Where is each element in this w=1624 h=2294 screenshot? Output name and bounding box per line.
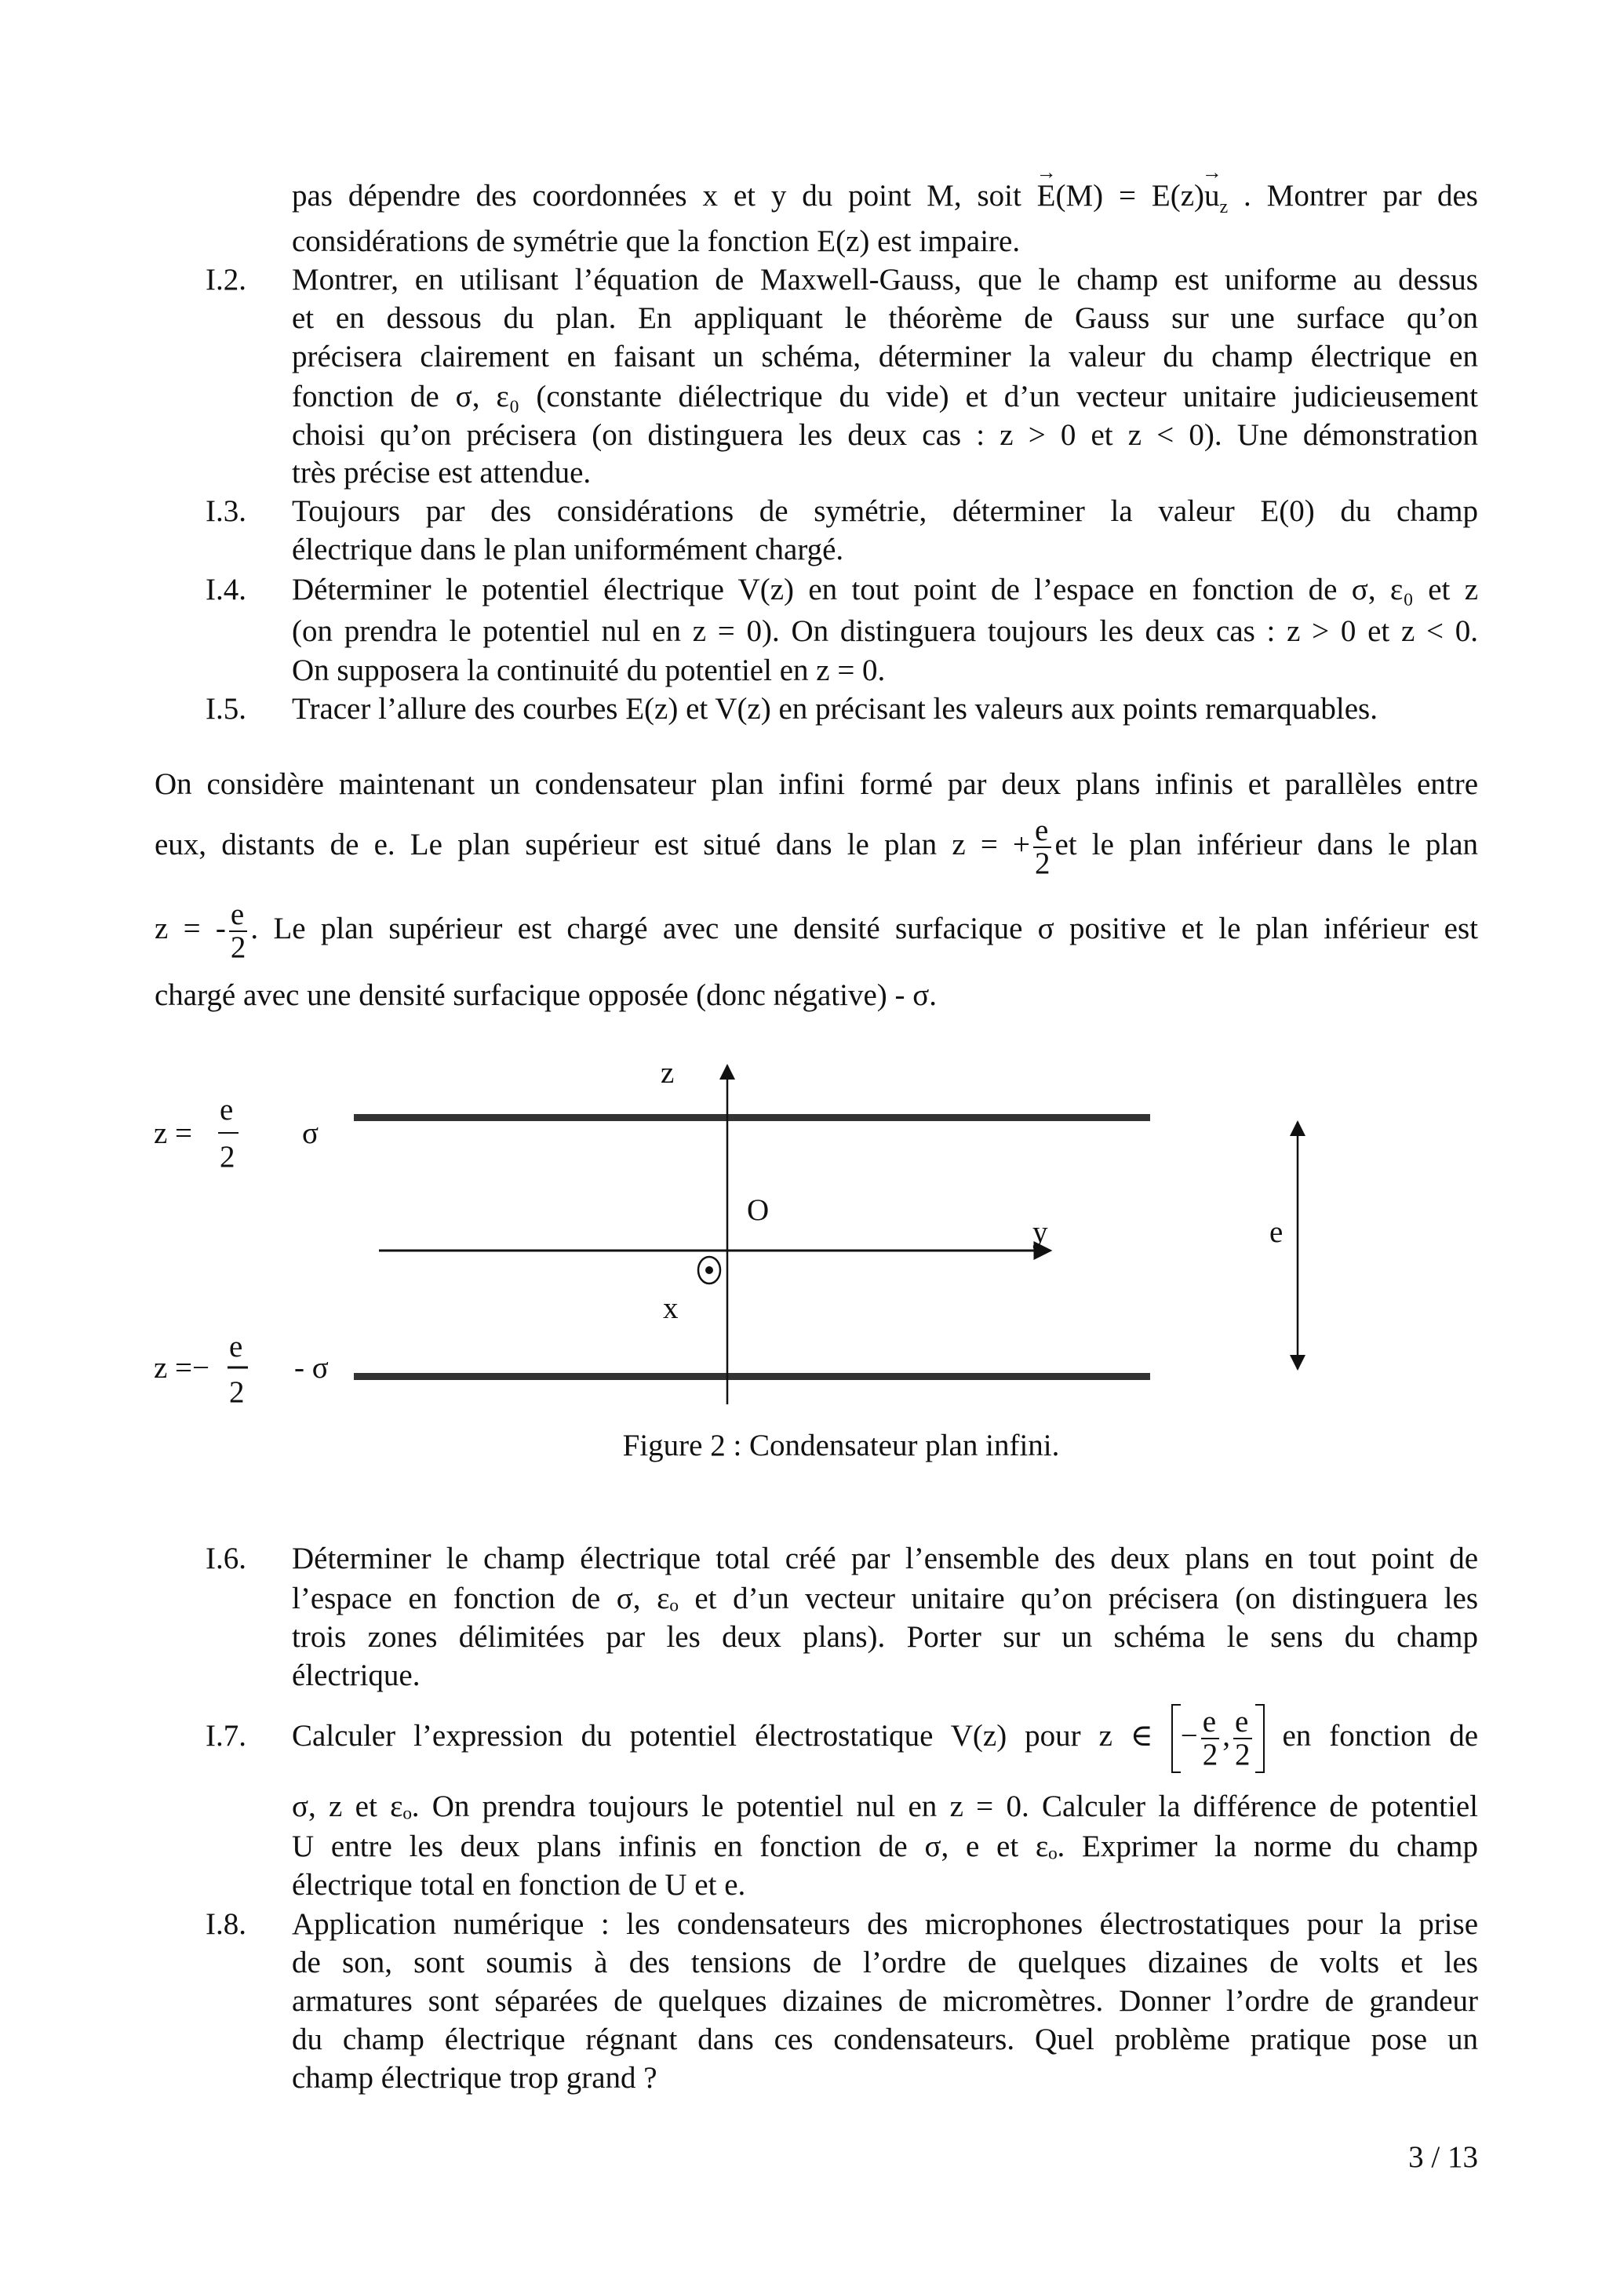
item-line: l’espace en fonction de σ, εₒ et d’un vecteur unitaire qu’on précisera (on distinguera les <box>292 1582 1478 1615</box>
item-line: On supposera la continuité du potentiel en z = 0. <box>292 654 886 687</box>
figure-caption: Figure 2 : Condensateur plan infini. <box>622 1429 1060 1462</box>
item-number: I.4. <box>206 573 246 606</box>
item-line: Toujours par des considérations de symétrie, déterminer la valeur E(0) du champ <box>292 494 1478 528</box>
item-line-with-interval <box>292 1701 1478 1771</box>
top-plate-numerator: e <box>220 1093 234 1127</box>
item-line: électrique dans le plan uniformément chargé. <box>292 533 844 566</box>
item-line: trois zones délimitées par les deux plans). Porter sur un schéma le sens du champ <box>292 1620 1478 1654</box>
item-line: du champ électrique régnant dans ces condensateurs. Quel problème pratique pose un <box>292 2023 1478 2056</box>
bottom-plate-numerator: e <box>229 1330 243 1364</box>
bottom-plate <box>354 1373 1150 1380</box>
item-line: armatures sont séparées de quelques dizaines de micromètres. Donner l’ordre de grandeur <box>292 1984 1478 2018</box>
bottom-plate-z-label: z =− <box>154 1351 210 1385</box>
item-line: électrique. <box>292 1659 421 1692</box>
fraction <box>1033 815 1052 879</box>
bottom-plate-charge: - σ <box>294 1351 329 1385</box>
formula-mid: (M) = E(z) <box>1055 179 1204 213</box>
item-line: Déterminer le potentiel électrique V(z) en tout point de l’espace en fonction de σ, ε₀ et z <box>292 573 1478 606</box>
right-bracket <box>1255 1704 1265 1773</box>
item-line: précisera clairement en faisant un schéma, déterminer la valeur du champ électrique en <box>292 340 1478 373</box>
item-line: Montrer, en utilisant l’équation de Maxwell-Gauss, que le champ est uniforme au dessus <box>292 263 1478 297</box>
item-number: I.7. <box>206 1719 246 1753</box>
x-axis-out-of-plane-icon <box>698 1257 720 1284</box>
top-plate-denominator: 2 <box>220 1140 235 1174</box>
text: Calculer l’expression du potentiel électrostatique V(z) pour <box>292 1719 1099 1753</box>
top-plate <box>354 1114 1150 1121</box>
paragraph-line-2 <box>155 810 1478 880</box>
item-line: U entre les deux plans infinis en fonction de σ, e et εₒ. Exprimer la norme du champ <box>292 1830 1478 1863</box>
formula-text: z ∈ <box>1098 1719 1153 1753</box>
interval-formula <box>1098 1705 1265 1772</box>
top-plate-charge: σ <box>302 1116 319 1150</box>
subscript: z <box>1219 196 1229 217</box>
text: pas dépendre des coordonnées x et y du point M, soit <box>292 179 1037 213</box>
item-number: I.8. <box>206 1907 246 1941</box>
item-number: I.2. <box>206 263 246 297</box>
capacitor-figure <box>0 1020 1624 1475</box>
item-line: Tracer l’allure des courbes E(z) et V(z) en précisant les valeurs aux points remarquables. <box>292 692 1378 726</box>
item-line: fonction de σ, ε₀ (constante diélectrique du vide) et d’un vecteur unitaire judicieusement <box>292 380 1478 413</box>
formula-field <box>1036 179 1229 217</box>
numerator: e <box>1235 1705 1249 1739</box>
x-axis-label: x <box>663 1291 679 1325</box>
item-line: champ électrique trop grand ? <box>292 2061 657 2095</box>
numerator: e <box>1034 814 1049 848</box>
bottom-plate-denominator: 2 <box>229 1375 245 1409</box>
item-line: et en dessous du plan. En appliquant le théorème de Gauss sur une surface qu’on <box>292 301 1478 335</box>
item-line: de son, sont soumis à des tensions de l’ordre de quelques dizaines de volts et les <box>292 1946 1478 1979</box>
text: . Montrer par des <box>1243 179 1478 213</box>
denominator: 2 <box>1235 1738 1251 1772</box>
text: . Le plan supérieur est chargé avec une densité surfacique σ positive et le plan inférieur est <box>250 912 1478 945</box>
intro-line-2: considérations de symétrie que la fonction E(z) est impaire. <box>292 224 1021 258</box>
page-number: 3 / 13 <box>1408 2140 1478 2174</box>
item-line: Déterminer le champ électrique total créé par l’ensemble des deux plans en tout point de <box>292 1542 1478 1575</box>
left-bracket <box>1171 1704 1181 1773</box>
paragraph-line-4: chargé avec une densité surfacique opposée (donc négative) - σ. <box>155 978 938 1012</box>
denominator: 2 <box>1034 847 1051 881</box>
item-line: choisi qu’on précisera (on distinguera les deux cas : z > 0 et z < 0). Une démonstration <box>292 418 1478 452</box>
intro-line-1 <box>292 177 1478 215</box>
item-line: (on prendra le potentiel nul en z = 0). On distinguera toujours les deux cas : z > 0 et z < 0. <box>292 614 1478 648</box>
vector-E: → E <box>1037 177 1056 215</box>
denominator: 2 <box>1202 1738 1218 1772</box>
y-axis-label: y <box>1032 1215 1048 1249</box>
item-number: I.5. <box>206 692 246 726</box>
paragraph-line-1: On considère maintenant un condensateur plan infini formé par deux plans infinis et parallèles entre <box>155 767 1478 801</box>
item-line: électrique total en fonction de U et e. <box>292 1868 746 1902</box>
numerator: e <box>1202 1705 1217 1739</box>
item-line: très précise est attendue. <box>292 456 592 490</box>
top-plate-z-label: z = <box>154 1116 193 1150</box>
fraction <box>1233 1706 1252 1771</box>
fraction <box>1201 1706 1220 1771</box>
paragraph-line-3 <box>155 894 1478 964</box>
text: en fonction de <box>1282 1719 1479 1753</box>
origin-label: O <box>747 1193 770 1227</box>
denominator: 2 <box>230 930 246 965</box>
item-number: I.3. <box>206 494 246 528</box>
fraction <box>229 899 248 963</box>
formula-text: , <box>1222 1719 1230 1753</box>
z-axis-label: z <box>661 1056 675 1090</box>
vector-u: → u <box>1204 177 1220 215</box>
text: z = - <box>155 912 226 945</box>
text: eux, distants de e. Le plan supérieur est situé dans le plan z = + <box>155 828 1030 861</box>
item-line: Application numérique : les condensateurs des microphones électrostatiques pour la prise <box>292 1907 1478 1941</box>
numerator: e <box>230 898 245 932</box>
item-number: I.6. <box>206 1542 246 1575</box>
item-line: σ, z et εₒ. On prendra toujours le potentiel nul en z = 0. Calculer la différence de potentiel <box>292 1790 1478 1823</box>
formula-text: − <box>1180 1719 1198 1753</box>
text: et le plan inférieur dans le plan <box>1054 828 1478 861</box>
distance-label: e <box>1269 1215 1284 1249</box>
